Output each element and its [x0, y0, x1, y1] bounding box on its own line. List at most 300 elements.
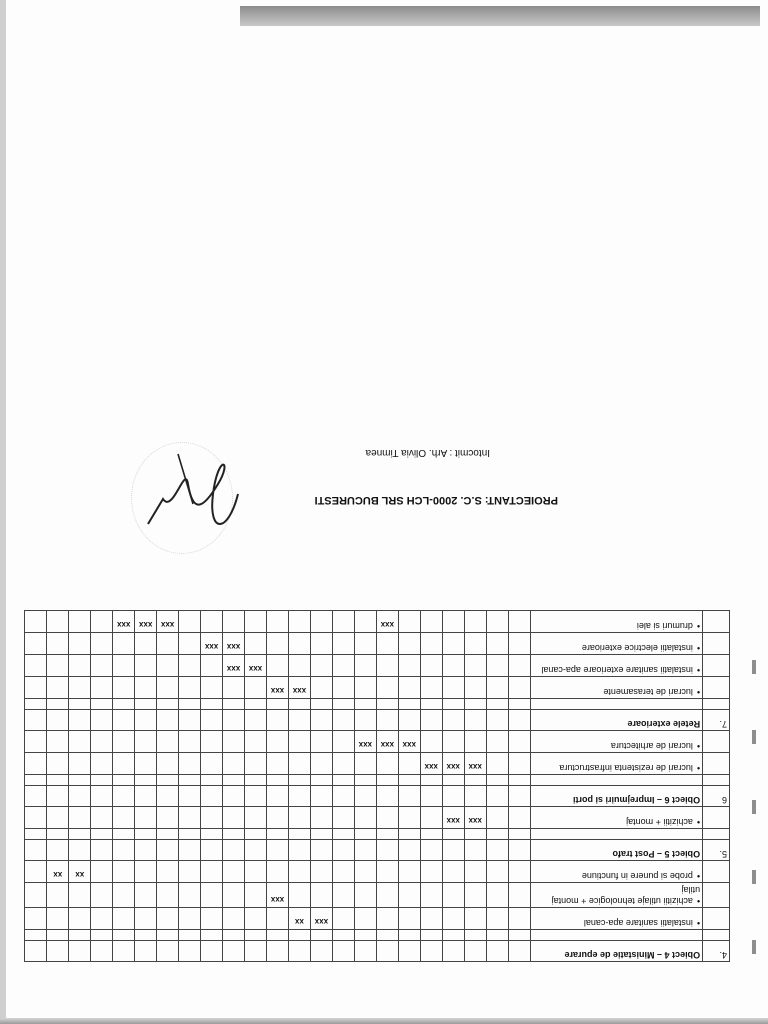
bullet-icon: • [696, 741, 701, 751]
separator-cell [91, 775, 113, 786]
schedule-cell [25, 941, 47, 962]
schedule-cell [266, 941, 288, 962]
schedule-cell [245, 611, 267, 633]
separator-cell [703, 829, 730, 840]
schedule-cell [288, 861, 310, 883]
schedule-cell [69, 807, 91, 829]
schedule-cell: xxx [398, 731, 420, 753]
schedule-cell [332, 807, 354, 829]
schedule-cell [245, 753, 267, 775]
schedule-cell [201, 677, 223, 699]
schedule-cell [69, 655, 91, 677]
schedule-cell [420, 840, 442, 861]
schedule-cell [310, 677, 332, 699]
schedule-cell [310, 611, 332, 633]
schedule-cell [91, 753, 113, 775]
separator-cell [113, 829, 135, 840]
schedule-cell [464, 908, 486, 930]
separator-cell [223, 930, 245, 941]
schedule-cell [288, 941, 310, 962]
separator-cell [266, 829, 288, 840]
schedule-cell [25, 753, 47, 775]
row-number: 7. [703, 710, 730, 731]
schedule-cell [464, 840, 486, 861]
separator-cell [223, 775, 245, 786]
schedule-cell [354, 753, 376, 775]
schedule-cell [113, 786, 135, 807]
separator-cell [508, 930, 530, 941]
schedule-cell [157, 941, 179, 962]
schedule-cell [91, 677, 113, 699]
separator-cell [266, 930, 288, 941]
schedule-cell [420, 941, 442, 962]
separator-cell [486, 829, 508, 840]
schedule-cell [310, 710, 332, 731]
separator-cell [266, 775, 288, 786]
schedule-cell [135, 840, 157, 861]
schedule-cell [201, 840, 223, 861]
schedule-cell [25, 633, 47, 655]
schedule-cell [47, 883, 69, 908]
schedule-cell [135, 731, 157, 753]
row-number [703, 883, 730, 908]
schedule-cell [47, 786, 69, 807]
schedule-cell [420, 908, 442, 930]
separator-cell [442, 699, 464, 710]
schedule-cell [464, 941, 486, 962]
description-text: instalatii electrice exterioare [581, 643, 693, 653]
schedule-cell [266, 753, 288, 775]
schedule-cell [113, 941, 135, 962]
separator-cell [703, 775, 730, 786]
schedule-cell [508, 861, 530, 883]
schedule-cell [288, 731, 310, 753]
separator-cell [310, 829, 332, 840]
schedule-cell [113, 731, 135, 753]
separator-cell [486, 930, 508, 941]
schedule-cell [332, 861, 354, 883]
bullet-icon: • [696, 643, 701, 653]
schedule-cell: xxx [376, 731, 398, 753]
schedule-cell: xxx [223, 655, 245, 677]
bullet-icon: • [696, 665, 701, 675]
schedule-cell [135, 633, 157, 655]
bullet-icon: • [696, 817, 701, 827]
schedule-cell [354, 786, 376, 807]
schedule-cell [113, 753, 135, 775]
schedule-cell [508, 710, 530, 731]
schedule-cell [113, 655, 135, 677]
schedule-cell [398, 807, 420, 829]
schedule-cell [135, 941, 157, 962]
schedule-cell [354, 710, 376, 731]
schedule-cell [508, 840, 530, 861]
schedule-cell [310, 883, 332, 908]
schedule-cell [376, 840, 398, 861]
separator-cell [223, 699, 245, 710]
separator-cell [157, 775, 179, 786]
separator-cell [91, 699, 113, 710]
separator-cell [508, 829, 530, 840]
schedule-cell [508, 753, 530, 775]
schedule-cell [179, 731, 201, 753]
schedule-cell [376, 786, 398, 807]
schedule-cell [223, 731, 245, 753]
schedule-cell [486, 807, 508, 829]
schedule-cell [420, 786, 442, 807]
schedule-cell [69, 941, 91, 962]
separator-cell [179, 699, 201, 710]
separator-cell [288, 775, 310, 786]
schedule-cell [310, 655, 332, 677]
schedule-cell [398, 861, 420, 883]
schedule-cell [508, 731, 530, 753]
object-row [25, 840, 730, 861]
schedule-cell [69, 786, 91, 807]
schedule-cell: xxx [420, 753, 442, 775]
separator-cell [135, 775, 157, 786]
separator-cell [113, 699, 135, 710]
schedule-cell [332, 840, 354, 861]
schedule-cell [376, 807, 398, 829]
separator-cell [420, 829, 442, 840]
schedule-cell: xxx [223, 633, 245, 655]
schedule-cell [47, 840, 69, 861]
schedule-cell [442, 710, 464, 731]
schedule-cell [47, 731, 69, 753]
separator-cell [376, 699, 398, 710]
schedule-cell [113, 710, 135, 731]
separator-cell [703, 699, 730, 710]
schedule-cell [398, 710, 420, 731]
schedule-cell [442, 883, 464, 908]
schedule-cell [179, 710, 201, 731]
schedule-cell [376, 908, 398, 930]
separator-cell [135, 699, 157, 710]
schedule-cell [179, 611, 201, 633]
separator-cell [464, 930, 486, 941]
row-number [703, 677, 730, 699]
schedule-cell [332, 677, 354, 699]
schedule-cell [266, 655, 288, 677]
schedule-cell [310, 753, 332, 775]
schedule-cell [223, 908, 245, 930]
object-row [25, 941, 730, 962]
schedule-cell [376, 861, 398, 883]
schedule-cell [179, 840, 201, 861]
schedule-cell [398, 677, 420, 699]
schedule-cell [47, 710, 69, 731]
schedule-cell [398, 840, 420, 861]
schedule-cell [420, 633, 442, 655]
separator-cell [91, 930, 113, 941]
schedule-cell [398, 786, 420, 807]
row-number: 5. [703, 840, 730, 861]
row-number: 6 [703, 786, 730, 807]
schedule-cell [157, 655, 179, 677]
schedule-cell [157, 840, 179, 861]
signature-mark [138, 444, 248, 554]
schedule-cell [223, 883, 245, 908]
schedule-cell [25, 840, 47, 861]
schedule-cell [91, 655, 113, 677]
schedule-cell [310, 786, 332, 807]
schedule-cell [442, 731, 464, 753]
schedule-cell [91, 861, 113, 883]
separator-cell [703, 930, 730, 941]
separator-cell [25, 930, 47, 941]
schedule-cell [398, 941, 420, 962]
schedule-cell [47, 753, 69, 775]
schedule-cell [223, 611, 245, 633]
separator-cell [245, 699, 267, 710]
schedule-cell [442, 611, 464, 633]
bullet-icon: • [696, 871, 701, 881]
schedule-cell: xxx [266, 677, 288, 699]
schedule-cell [201, 861, 223, 883]
row-description [530, 611, 702, 633]
schedule-cell: xxx [442, 807, 464, 829]
separator-cell [47, 699, 69, 710]
schedule-cell [25, 883, 47, 908]
schedule-cell [47, 908, 69, 930]
schedule-cell [332, 753, 354, 775]
row-number [703, 633, 730, 655]
separator-cell [530, 930, 702, 941]
row-description [530, 941, 702, 962]
schedule-cell [245, 807, 267, 829]
schedule-cell [354, 807, 376, 829]
schedule-cell [135, 807, 157, 829]
schedule-cell [157, 883, 179, 908]
separator-cell [288, 829, 310, 840]
schedule-cell [25, 677, 47, 699]
schedule-cell [486, 753, 508, 775]
schedule-cell [223, 753, 245, 775]
table-row [25, 883, 730, 908]
schedule-cell [201, 908, 223, 930]
schedule-cell [376, 710, 398, 731]
schedule-cell [157, 710, 179, 731]
separator-cell [179, 775, 201, 786]
schedule-cell [157, 677, 179, 699]
schedule-cell [398, 883, 420, 908]
schedule-cell [508, 611, 530, 633]
schedule-cell [486, 883, 508, 908]
schedule-cell: xxx [376, 611, 398, 633]
separator-cell [398, 775, 420, 786]
schedule-cell [332, 908, 354, 930]
row-description [530, 655, 702, 677]
schedule-cell [376, 677, 398, 699]
schedule-cell [310, 941, 332, 962]
separator-cell [332, 930, 354, 941]
bullet-icon: • [696, 918, 701, 928]
schedule-cell [332, 710, 354, 731]
schedule-cell [332, 786, 354, 807]
schedule-body [25, 611, 730, 962]
schedule-cell [354, 611, 376, 633]
schedule-cell [288, 611, 310, 633]
row-description [530, 908, 702, 930]
schedule-cell [310, 861, 332, 883]
schedule-cell [47, 941, 69, 962]
schedule-cell [157, 807, 179, 829]
schedule-cell [376, 753, 398, 775]
separator-cell [442, 829, 464, 840]
separator-cell [179, 829, 201, 840]
schedule-cell [376, 655, 398, 677]
schedule-cell [376, 941, 398, 962]
separator-cell [69, 930, 91, 941]
row-separator [25, 930, 730, 941]
row-separator [25, 699, 730, 710]
schedule-cell [223, 861, 245, 883]
schedule-cell [288, 633, 310, 655]
separator-cell [464, 829, 486, 840]
schedule-cell [310, 840, 332, 861]
schedule-cell [332, 655, 354, 677]
table-row [25, 807, 730, 829]
schedule-cell [135, 710, 157, 731]
schedule-cell [354, 677, 376, 699]
schedule-cell [288, 753, 310, 775]
schedule-cell [354, 633, 376, 655]
description-text: Retele exterioare [627, 719, 701, 729]
schedule-cell [25, 908, 47, 930]
schedule-cell [486, 786, 508, 807]
schedule-cell [179, 677, 201, 699]
schedule-cell [332, 611, 354, 633]
row-description [530, 786, 702, 807]
schedule-cell [245, 633, 267, 655]
schedule-cell [223, 710, 245, 731]
object-row [25, 786, 730, 807]
separator-cell [266, 699, 288, 710]
schedule-cell [332, 633, 354, 655]
schedule-cell [179, 786, 201, 807]
separator-cell [376, 775, 398, 786]
schedule-cell: xx [69, 861, 91, 883]
table-row [25, 908, 730, 930]
schedule-cell [135, 655, 157, 677]
schedule-cell [442, 908, 464, 930]
separator-cell [135, 930, 157, 941]
schedule-cell [245, 677, 267, 699]
schedule-cell: xxx [201, 633, 223, 655]
separator-cell [288, 699, 310, 710]
description-text: Obiect 4 – Ministatie de epurare [564, 950, 701, 960]
schedule-cell [91, 786, 113, 807]
schedule-cell [91, 840, 113, 861]
separator-cell [310, 930, 332, 941]
row-number [703, 611, 730, 633]
schedule-cell [508, 908, 530, 930]
separator-cell [354, 829, 376, 840]
schedule-cell [486, 731, 508, 753]
separator-cell [25, 829, 47, 840]
schedule-cell [25, 655, 47, 677]
schedule-cell [69, 633, 91, 655]
schedule-cell [113, 861, 135, 883]
schedule-cell [135, 883, 157, 908]
schedule-table [24, 610, 730, 962]
separator-cell [179, 930, 201, 941]
schedule-cell [310, 731, 332, 753]
schedule-cell [508, 633, 530, 655]
description-text: Obiect 5 – Post trafo [612, 849, 701, 859]
schedule-cell [354, 861, 376, 883]
schedule-cell [508, 786, 530, 807]
schedule-cell [442, 655, 464, 677]
row-number [703, 753, 730, 775]
separator-cell [332, 699, 354, 710]
schedule-cell [288, 710, 310, 731]
schedule-cell [486, 710, 508, 731]
schedule-cell [91, 883, 113, 908]
schedule-cell [354, 908, 376, 930]
row-number [703, 908, 730, 930]
schedule-cell [464, 786, 486, 807]
row-description [530, 753, 702, 775]
separator-cell [47, 930, 69, 941]
schedule-cell [223, 677, 245, 699]
separator-cell [530, 775, 702, 786]
schedule-cell [508, 883, 530, 908]
schedule-cell [135, 753, 157, 775]
separator-cell [245, 775, 267, 786]
table-row [25, 861, 730, 883]
separator-cell [486, 699, 508, 710]
row-description [530, 840, 702, 861]
schedule-cell [135, 677, 157, 699]
schedule-cell [25, 807, 47, 829]
separator-cell [245, 930, 267, 941]
separator-cell [332, 829, 354, 840]
separator-cell [442, 775, 464, 786]
description-text: lucrari de arhitectura [610, 741, 693, 751]
separator-cell [464, 699, 486, 710]
schedule-cell [288, 840, 310, 861]
schedule-cell [486, 655, 508, 677]
schedule-cell [376, 883, 398, 908]
separator-cell [47, 829, 69, 840]
intocmit-line: Intocmit : Arh. Olivia Timnea [365, 447, 490, 458]
schedule-cell [179, 883, 201, 908]
description-text: Obiect 6 – Imprejmuiri si porti [573, 795, 701, 805]
schedule-cell [113, 883, 135, 908]
schedule-cell [69, 731, 91, 753]
separator-cell [69, 699, 91, 710]
schedule-cell [464, 611, 486, 633]
schedule-cell [223, 941, 245, 962]
row-number [703, 731, 730, 753]
description-text: achizitii + montaj [626, 817, 693, 827]
schedule-cell [157, 908, 179, 930]
schedule-cell [420, 731, 442, 753]
separator-cell [354, 930, 376, 941]
separator-cell [508, 775, 530, 786]
schedule-cell [179, 861, 201, 883]
separator-cell [332, 775, 354, 786]
separator-cell [398, 829, 420, 840]
schedule-cell [179, 908, 201, 930]
schedule-cell: xx [288, 908, 310, 930]
row-number: 4. [703, 941, 730, 962]
schedule-cell [135, 861, 157, 883]
schedule-cell [69, 611, 91, 633]
row-description [530, 710, 702, 731]
